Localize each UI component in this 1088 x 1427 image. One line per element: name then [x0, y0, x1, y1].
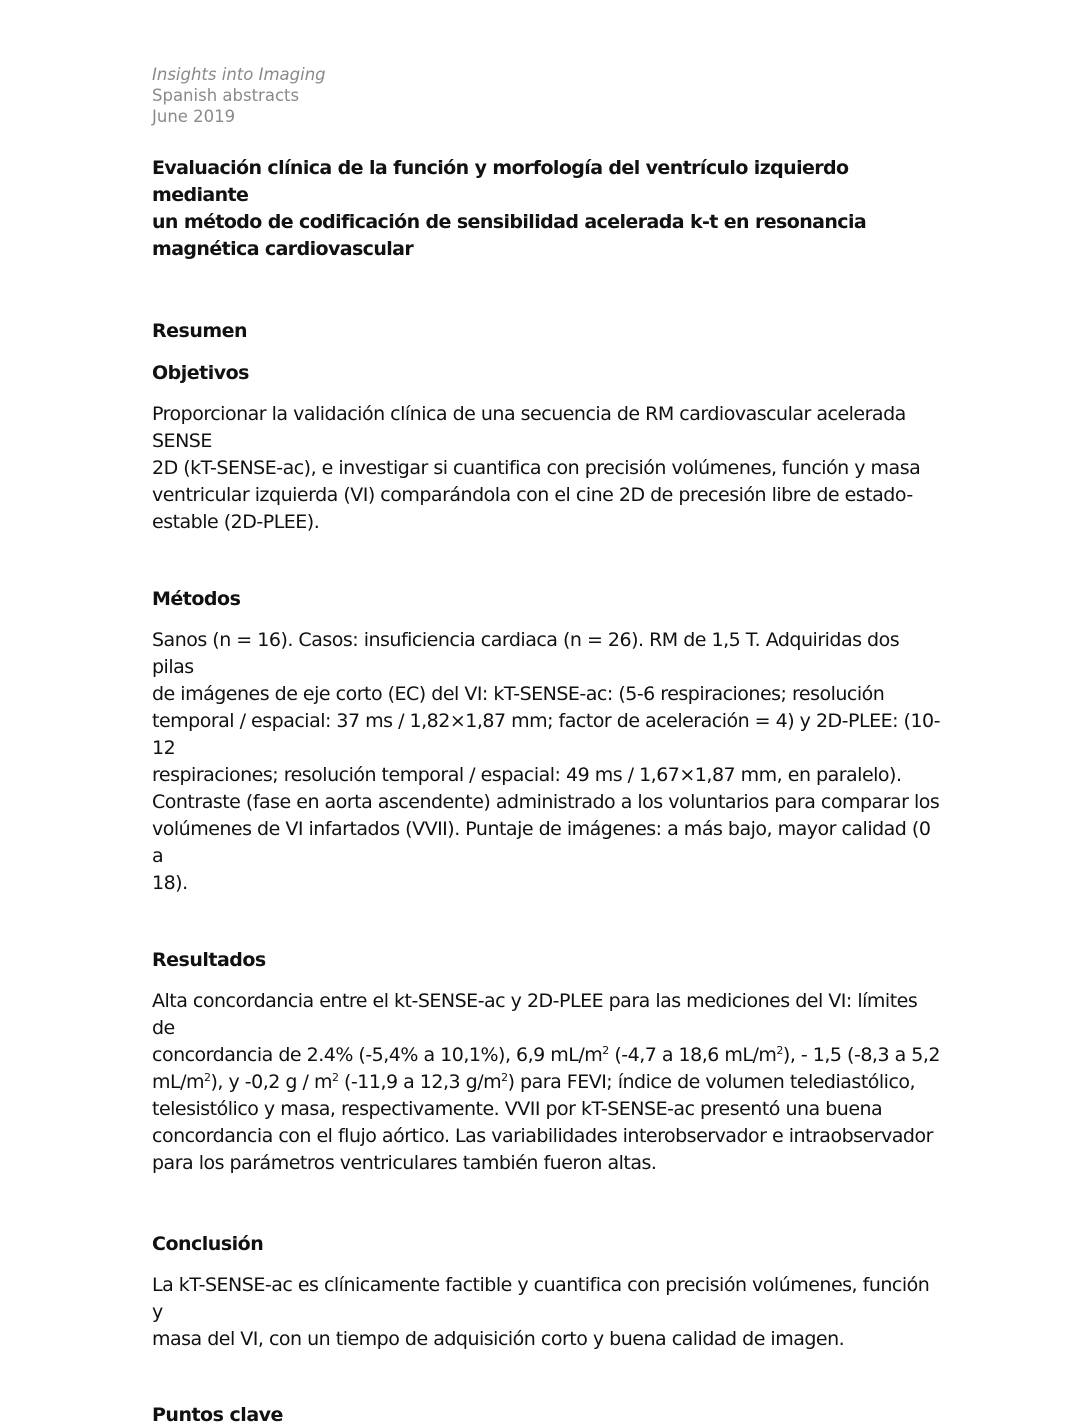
title-line: magnética cardiovascular [152, 238, 414, 260]
paragraph-line: telesistólico y masa, respectivamente. VVII por kT-SENSE-ac presentó una buena [152, 1098, 883, 1120]
objetivos-heading: Objetivos [152, 362, 249, 384]
puntos-clave-heading: Puntos clave [152, 1404, 283, 1426]
superscript: 2 [602, 1044, 609, 1057]
title-line: un método de codificación de sensibilidad acelerada k-t en resonancia [152, 211, 867, 233]
superscript: 2 [204, 1071, 211, 1084]
document-page [152, 64, 942, 1427]
paragraph-line: Alta concordancia entre el kt-SENSE-ac y 2D-PLEE para las mediciones del VI: límites de [152, 990, 918, 1039]
paragraph-line: temporal / espacial: 37 ms / 1,82×1,87 mm; factor de aceleración = 4) y 2D-PLEE: (10-12 [152, 710, 940, 759]
paragraph-line: La kT-SENSE-ac es clínicamente factible y cuantifica con precisión volúmenes, función y [152, 1274, 930, 1323]
paragraph-line: ventricular izquierda (VI) comparándola con el cine 2D de precesión libre de estado- [152, 484, 913, 506]
resultados-heading: Resultados [152, 949, 266, 971]
paragraph-line: respiraciones; resolución temporal / espacial: 49 ms / 1,67×1,87 mm, en paralelo). [152, 764, 902, 786]
superscript: 2 [331, 1071, 339, 1084]
conclusion-heading: Conclusión [152, 1233, 264, 1255]
metodos-heading: Métodos [152, 588, 241, 610]
article-title [152, 155, 942, 263]
objetivos-paragraph [152, 401, 942, 536]
title-line: Evaluación clínica de la función y morfología del ventrículo izquierdo mediante [152, 157, 849, 206]
paragraph-line: para los parámetros ventriculares también fueron altas. [152, 1152, 657, 1174]
superscript: 2 [501, 1071, 508, 1084]
paragraph-line: Proporcionar la validación clínica de una secuencia de RM cardiovascular acelerada SENSE [152, 403, 906, 452]
paragraph-line: $mL/m^2$), y -0,2 g / $m^2$ (-11,9 a 12,3 $g/m^2$) para FEVI; índice de volumen telediastólico, [152, 1071, 916, 1093]
paragraph-line: concordancia con el flujo aórtico. Las variabilidades interobservador e intraobservador [152, 1125, 933, 1147]
paragraph-line: Contraste (fase en aorta ascendente) administrado a los voluntarios para comparar los [152, 791, 940, 813]
issue-date: June 2019 [152, 107, 236, 126]
paragraph-line: 2D (kT-SENSE-ac), e investigar si cuantifica con precisión volúmenes, función y masa [152, 457, 921, 479]
paragraph-line: Sanos (n = 16). Casos: insuficiencia cardiaca (n = 26). RM de 1,5 T. Adquiridas dos pilas [152, 629, 900, 678]
resumen-heading: Resumen [152, 320, 248, 342]
superscript: 2 [776, 1044, 783, 1057]
conclusion-paragraph [152, 1272, 942, 1353]
metodos-paragraph [152, 627, 942, 897]
paragraph-line: concordancia de 2.4% (-5,4% a 10,1%), 6,9 $mL/m^2$ (-4,7 a 18,6 $mL/m^2$), - 1,5 (-8,3 a 5,2 [152, 1044, 940, 1066]
resultados-paragraph [152, 988, 942, 1177]
paragraph-line: de imágenes de eje corto (EC) del VI: kT-SENSE-ac: (5-6 respiraciones; resolución [152, 683, 885, 705]
section-name: Spanish abstracts [152, 86, 300, 105]
paragraph-line: estable (2D-PLEE). [152, 511, 320, 533]
paragraph-line: masa del VI, con un tiempo de adquisición corto y buena calidad de imagen. [152, 1328, 845, 1350]
paragraph-line: 18). [152, 872, 188, 894]
paragraph-line: volúmenes de VI infartados (VVII). Puntaje de imágenes: a más bajo, mayor calidad (0 a [152, 818, 931, 867]
header-meta [152, 64, 942, 127]
journal-name: Insights into Imaging [152, 65, 326, 84]
